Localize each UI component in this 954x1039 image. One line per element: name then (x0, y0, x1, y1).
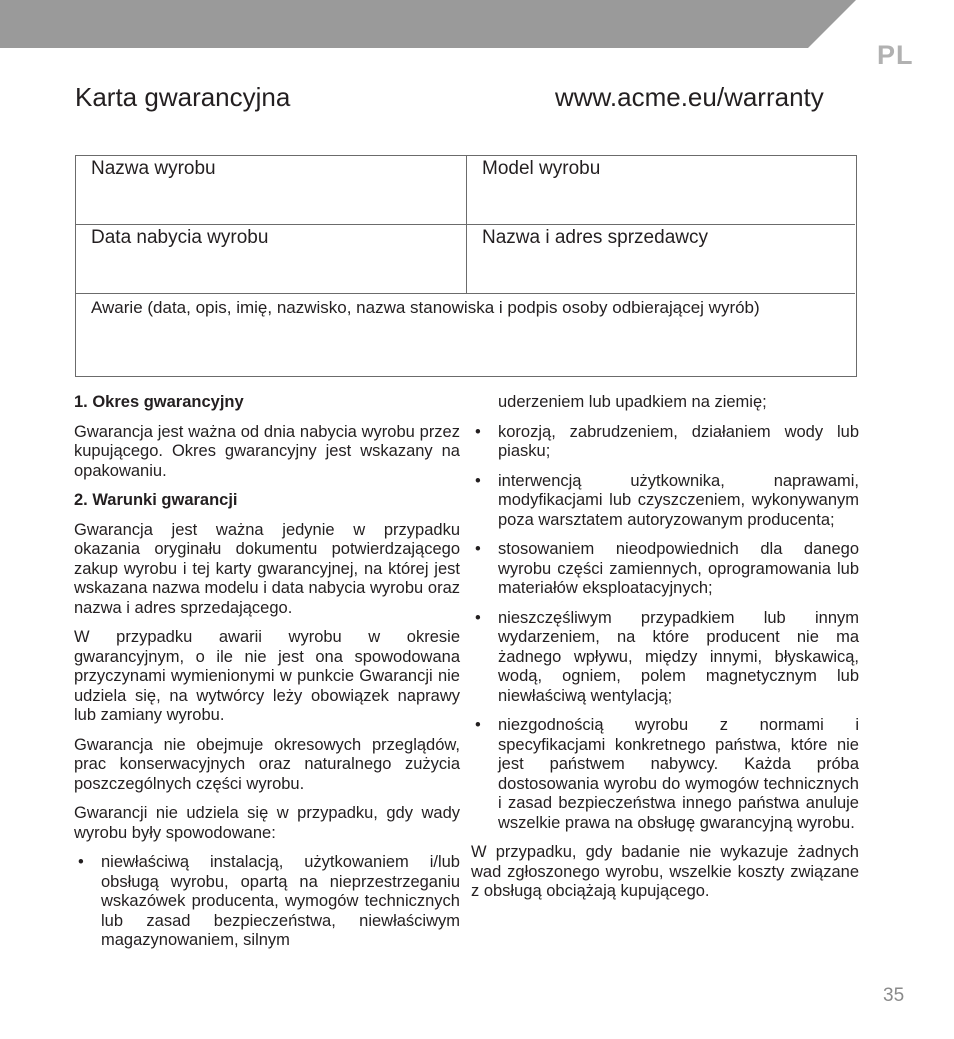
list-item-continuation: uderzeniem lub upadkiem na ziemię; (498, 393, 767, 411)
section-2-heading: 2. Warunki gwarancji (74, 491, 238, 509)
bullet-icon: • (475, 540, 481, 558)
list-item-text: stosowaniem nieodpowiednich dla danego wyrobu części zamiennych, oprogramowania lub materiałów eksploatacyjnych; (498, 540, 859, 597)
list-item-text: interwencją użytkownika, naprawami, modyfikacjami lub czyszczeniem, wykonywanym poza warsztatem autoryzowanym producenta; (498, 471, 859, 529)
exclusions-list (74, 853, 460, 951)
bullet-icon: • (475, 471, 481, 490)
list-item-text: nieszczęśliwym przypadkiem lub innym wydarzeniem, na które producent nie ma żadnego wpływu, między innymi, błyskawicą, wodą, ogniem, polem magnetycznym lub niewłaściwą wentylacją; (498, 608, 859, 705)
section-2-paragraph: Gwarancji nie udziela się w przypadku, gdy wady wyrobu były spowodowane: (74, 804, 460, 842)
list-item (471, 540, 859, 599)
bullet-icon: • (475, 422, 481, 441)
purchase-date-cell[interactable] (76, 225, 467, 294)
warranty-url: www.acme.eu/warranty (555, 82, 824, 112)
section-2-paragraph: Gwarancja jest ważna jedynie w przypadku okazania oryginału dokumentu potwierdzającego zakup wyrobu i tej karty gwarancyjnej, na której jest wskazana nazwa modelu i data nabycia wyrobu oraz nazwa i adres sprzedającego. (74, 520, 460, 617)
header-bar (0, 0, 856, 48)
purchase-date-label: Data nabycia wyrobu (91, 227, 269, 248)
list-item (471, 609, 859, 707)
product-name-label: Nazwa wyrobu (91, 158, 216, 179)
list-item (74, 853, 460, 951)
list-item-text: niewłaściwą instalacją, użytkowaniem i/lub obsługą wyrobu, opartą na nieprzestrzeganiu wskazówek producenta, wymogów technicznych lub zasad bezpieczeństwa, niewłaściwym magazynowaniem, silnym (101, 853, 460, 949)
page-title: Karta gwarancyjna (75, 82, 291, 112)
list-item-text: korozją, zabrudzeniem, działaniem wody lub piasku; (498, 422, 859, 460)
list-item (471, 423, 859, 462)
failures-label: Awarie (data, opis, imię, nazwisko, nazwa stanowiska i podpis osoby odbierającej wyrób) (91, 298, 760, 317)
seller-cell[interactable] (467, 225, 855, 294)
seller-label: Nazwa i adres sprzedawcy (482, 227, 708, 248)
section-1-text: Gwarancja jest ważna od dnia nabycia wyrobu przez kupującego. Okres gwarancyjny jest wskazany na opakowaniu. (74, 422, 460, 480)
list-item-text: niezgodnością wyrobu z normami i specyfikacjami konkretnego państwa, które nie jest państwem nabywcy. Każda próba dostosowania wyrobu do wymogów technicznych i zasad bezpieczeństwa innego państwa anuluje wszelkie prawa na obsługę gwarancyjną wyrobu. (498, 716, 859, 832)
bullet-icon: • (475, 716, 481, 734)
right-column (471, 393, 859, 912)
product-model-label: Model wyrobu (482, 158, 601, 179)
product-model-cell[interactable] (467, 156, 855, 225)
product-name-cell[interactable] (76, 156, 467, 225)
warranty-card-table (75, 155, 857, 377)
exclusions-list (471, 423, 859, 834)
language-label: PL (877, 40, 914, 70)
page-number: 35 (883, 985, 905, 1006)
section-2-paragraph: Gwarancja nie obejmuje okresowych przeglądów, prac konserwacyjnych oraz naturalnego zużycia poszczególnych części wyrobu. (74, 735, 460, 793)
left-column (74, 393, 460, 961)
closing-paragraph: W przypadku, gdy badanie nie wykazuje żadnych wad zgłoszonego wyrobu, wszelkie koszty związane z obsługą obciążają kupującego. (471, 843, 859, 900)
bullet-icon: • (78, 853, 84, 871)
section-2-paragraph: W przypadku awarii wyrobu w okresie gwarancyjnym, o ile nie jest ona spowodowana przyczynami wymienionymi w punkcie Gwarancji nie udziela się, na wytwórcy leży obowiązek naprawy lub zamiany wyrobu. (74, 628, 460, 724)
section-1-heading: 1. Okres gwarancyjny (74, 393, 244, 411)
failures-cell[interactable] (76, 294, 855, 375)
list-item (471, 716, 859, 833)
list-item (471, 472, 859, 531)
bullet-icon: • (475, 608, 481, 627)
